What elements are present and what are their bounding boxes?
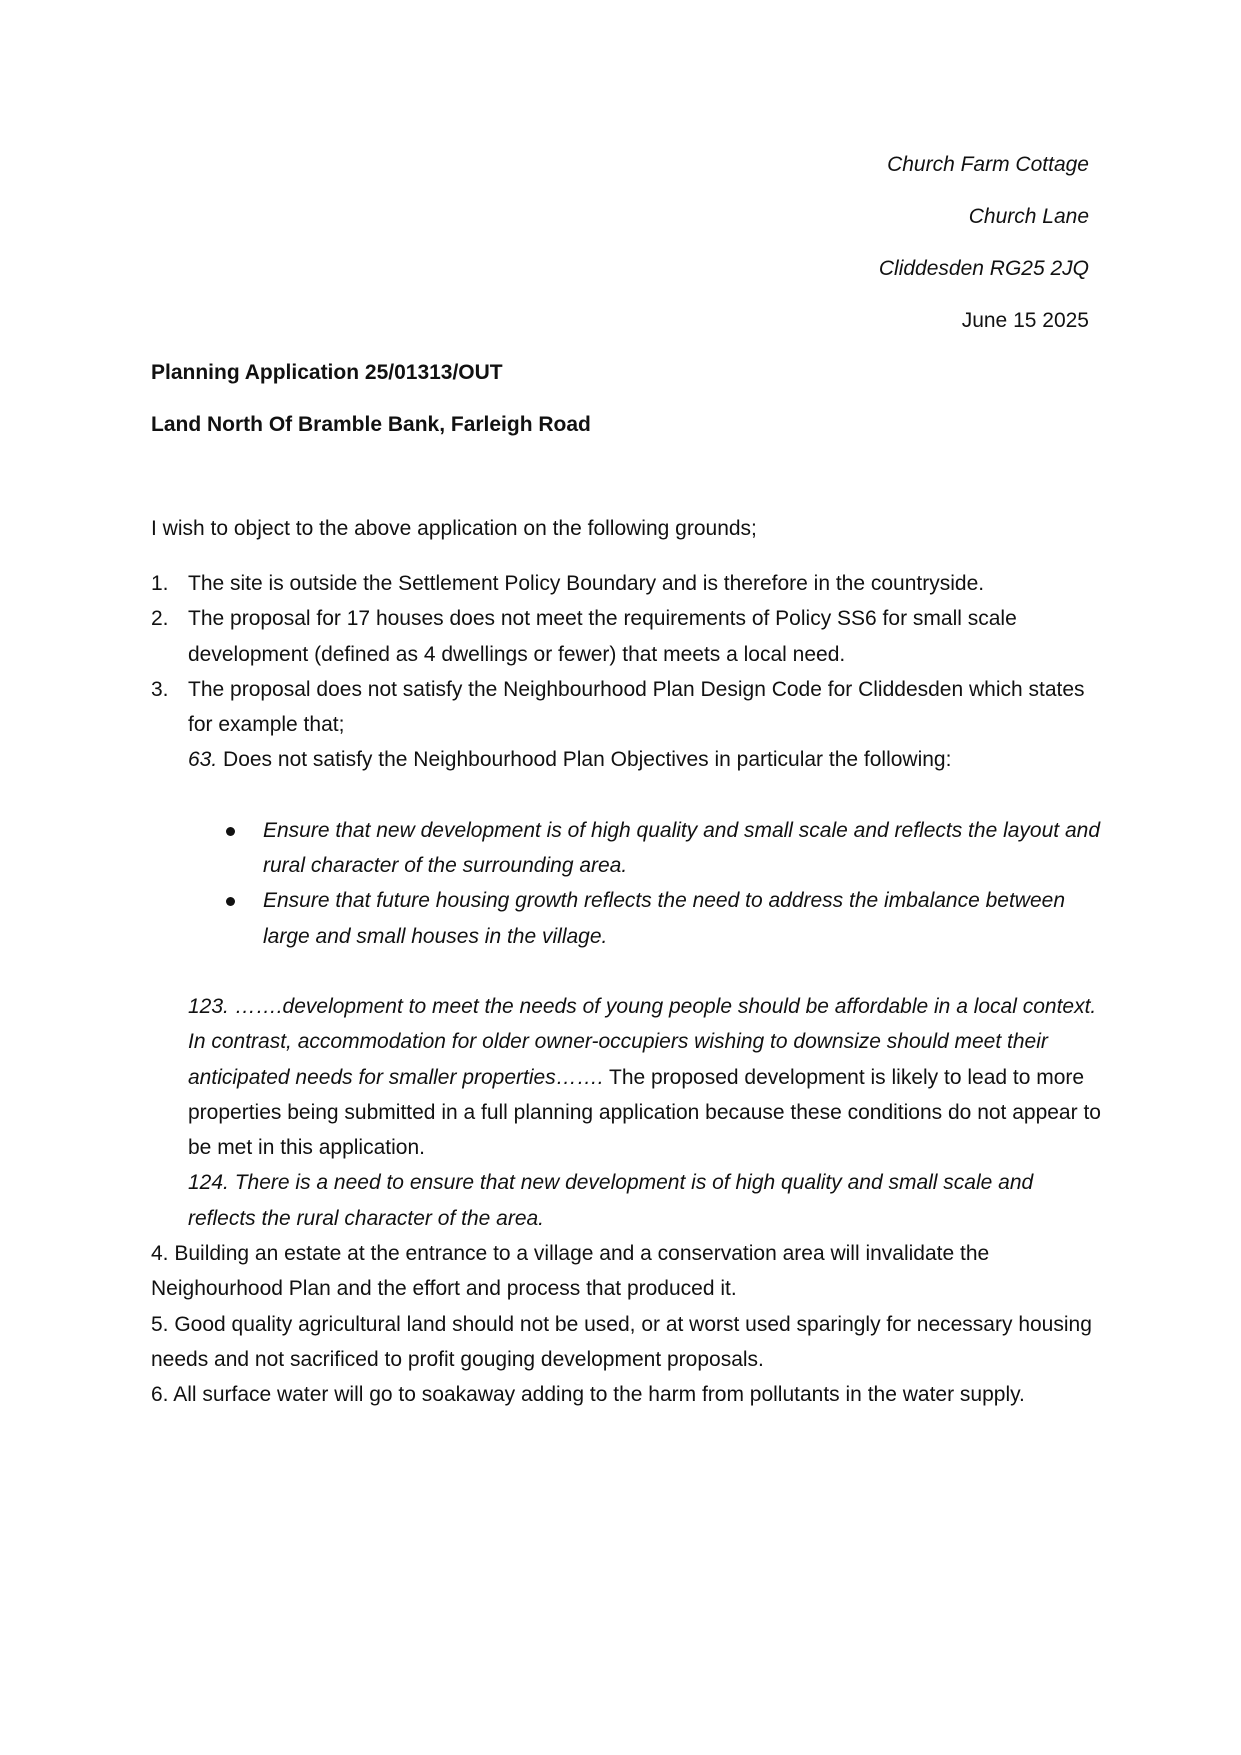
point-124: 124. There is a need to ensure that new development is of high quality and small scale and reflects the rural character of the area. xyxy=(188,1171,1034,1230)
bullet-text: Ensure that new development is of high quality and small scale and reflects the layout and rural character of the surrounding area. xyxy=(263,818,1100,878)
address-line-1: Church Farm Cottage xyxy=(887,153,1089,176)
address-line-3: Cliddesden RG25 2JQ xyxy=(878,257,1089,280)
point-123-quote: 123. …….development to meet the needs of young people should be affordable in a local context. In contrast, accommodation for older owner-occupiers wishing to downsize should meet their anticipated needs for smaller properties……. xyxy=(188,994,1097,1089)
point-123 xyxy=(151,989,1101,1165)
numbered-item xyxy=(151,566,1101,601)
point-6: 6. All surface water will go to soakaway adding to the harm from pollutants in the water supply. xyxy=(151,1383,1025,1407)
item-number: 2. xyxy=(151,607,169,631)
item-text: The proposal for 17 houses does not meet the requirements of Policy SS6 for small scale development (defined as 4 dwellings or fewer) that meets a local need. xyxy=(188,607,1017,666)
point-63 xyxy=(151,742,1101,777)
point-4: 4. Building an estate at the entrance to a village and a conservation area will invalidate the Neighourhood Plan and the effort and process that produced it. xyxy=(151,1242,990,1301)
site-heading: Land North Of Bramble Bank, Farleigh Road xyxy=(151,413,591,436)
letter-date: June 15 2025 xyxy=(961,309,1089,332)
point-5: 5. Good quality agricultural land should not be used, or at worst used sparingly for necessary housing needs and not sacrificed to profit gouging development proposals. xyxy=(151,1312,1092,1371)
bullet-dot-icon xyxy=(226,827,235,836)
point-123-comment: The proposed development is likely to lead to more properties being submitted in a full planning application because these conditions do not appear to be met in this application. xyxy=(188,1065,1101,1160)
item-text: The site is outside the Settlement Policy Boundary and is therefore in the countryside. xyxy=(188,572,985,595)
bullet-dot-icon xyxy=(226,897,235,906)
point-63-number: 63. xyxy=(188,748,218,772)
bullet-item xyxy=(263,883,1101,954)
item-number: 3. xyxy=(151,677,169,701)
intro-paragraph: I wish to object to the above application on the following grounds; xyxy=(151,517,757,540)
objection-body xyxy=(151,566,1101,1413)
bullet-item xyxy=(263,813,1101,884)
numbered-item xyxy=(151,672,1101,743)
address-line-2: Church Lane xyxy=(968,205,1089,228)
objectives-bullet-list xyxy=(151,813,1101,954)
application-heading: Planning Application 25/01313/OUT xyxy=(151,361,503,384)
point-63-text: Does not satisfy the Neighbourhood Plan Objectives in particular the following: xyxy=(217,748,952,772)
item-text: The proposal does not satisfy the Neighbourhood Plan Design Code for Cliddesden which states for example that; xyxy=(188,677,1085,737)
bullet-text: Ensure that future housing growth reflects the need to address the imbalance between large and small houses in the village. xyxy=(263,889,1065,948)
item-number: 1. xyxy=(151,572,169,595)
numbered-item xyxy=(151,601,1101,672)
